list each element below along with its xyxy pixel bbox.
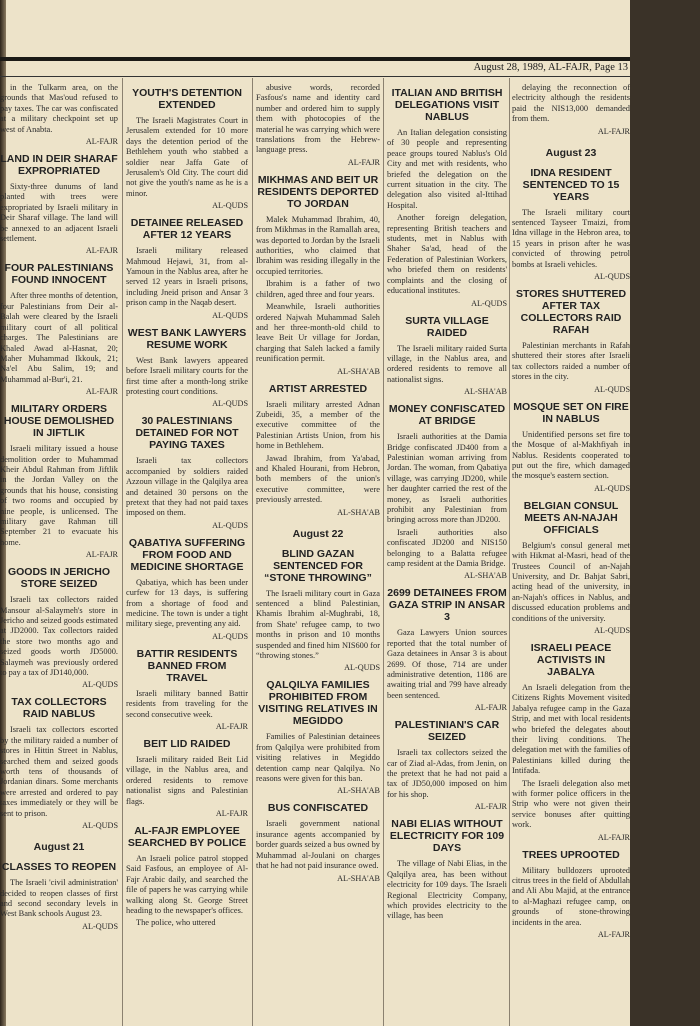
article-paragraph: An Italian delegation consisting of 30 people and representing peace groups toured Nablus's Old City and met with residents, who briefed the delegation on the current situation in the city. The delegation also visited al-Ittihad Hospital. bbox=[387, 128, 507, 210]
article-paragraph: Malek Muhammad Ibrahim, 40, from Mikhmas in the Ramallah area, was deported to Jordan by the Israeli authorities, who claimed that Ibrahim was residing illegally in the occupied territories. bbox=[256, 214, 380, 276]
article-paragraph: The Israeli 'civil administration' decided to reopen classes of first and second secondary levels in West Bank schools August 23. bbox=[0, 878, 118, 919]
news-article bbox=[512, 288, 630, 395]
article-paragraph: Palestinian merchants in Rafah shuttered their stores after Israeli tax collectors raided a number of stores in the city. bbox=[512, 341, 630, 382]
article-paragraph: Israeli government national insurance agents accompanied by border guards seized a bus owned by Muhammad al-Joulani on charges that he had not paid insurance owed. bbox=[256, 819, 380, 871]
article-paragraph: Qabatiya, which has been under curfew for 13 days, is suffering from a shortage of food and medicine. The town is under a tight military siege, preventing any aid. bbox=[126, 577, 248, 629]
article-source: AL-FAJR bbox=[85, 137, 118, 147]
article-headline: NABI ELIAS WITHOUT ELECTRICITY FOR 109 DAYS bbox=[389, 818, 505, 855]
article-source: AL-SHA'AB bbox=[337, 507, 380, 517]
news-article bbox=[256, 383, 380, 518]
article-headline: MILITARY ORDERS HOUSE DEMOLISHED IN JIFTLIK bbox=[3, 403, 115, 440]
column-divider bbox=[122, 78, 123, 1026]
date-heading: August 22 bbox=[292, 527, 344, 540]
article-source: AL-FAJR bbox=[85, 550, 118, 560]
news-article bbox=[126, 415, 248, 530]
article-headline: BUS CONFISCATED bbox=[267, 802, 369, 815]
article-headline: MOSQUE SET ON FIRE IN NABLUS bbox=[513, 400, 629, 425]
article-source: AL-QUDS bbox=[594, 625, 630, 635]
article-source: AL-QUDS bbox=[82, 680, 118, 690]
news-article bbox=[512, 83, 630, 137]
article-paragraph: Unidentified persons set fire to the Mosque of al-Makhfiyah in Nablus. Residents cooperated to put out the fire, which damaged the mosque's eastern section. bbox=[512, 429, 630, 481]
article-headline: TAX COLLECTORS RAID NABLUS bbox=[11, 696, 107, 721]
article-headline: GOODS IN JERICHO STORE SEIZED bbox=[7, 566, 111, 591]
column-2 bbox=[126, 83, 248, 935]
article-paragraph: Israeli military issued a house demolition order to Muhammad Kheir Abdul Rahman from Jiftlik in the Jordan Valley on the grounds that his house, consisting of two rooms and occupied by nine people, is unlicensed. The military gave Rahman till September 21 to evacuate his home. bbox=[0, 444, 118, 547]
article-source: AL-QUDS bbox=[82, 821, 118, 831]
article-headline: YOUTH'S DETENTION EXTENDED bbox=[132, 87, 242, 111]
article-headline: FOUR PALESTINIANS FOUND INNOCENT bbox=[4, 262, 114, 287]
article-paragraph: Gaza Lawyers Union sources reported that the total number of Gaza detainees in Ansar 3 is about 2699. Of those, 714 are under administrative detention, 1186 are awaiting trial and 799 have already been sentenced. bbox=[387, 628, 507, 700]
page-header: August 28, 1989, AL-FAJR, Page 13 bbox=[473, 62, 628, 73]
news-article bbox=[126, 648, 248, 732]
article-paragraph: Belgium's consul general met with Hikmat al-Masri, head of the Trustees Council of an-Najah University, and Dr. Bahjat Sabri, acting head of the university, in an-Najah's offices in Nablus, and discussed education problems and conditions of the university. bbox=[512, 540, 630, 623]
article-paragraph: After three months of detention, four Palestinians from Deir al-Balah were cleared by the Israeli military court of all political charges. The Palestinians are Khaled Awad al-Hasnat, 20; Maher Muhammad Ikkouk, 21; Na'el Abu Salim, 19; and Muhammad al-Bur'i, 21. bbox=[0, 291, 118, 384]
news-article bbox=[387, 587, 507, 713]
page-edge-background bbox=[630, 0, 700, 1026]
column-divider bbox=[383, 78, 384, 1026]
article-source: AL-QUDS bbox=[594, 384, 630, 394]
article-source: AL-FAJR bbox=[597, 126, 630, 136]
article-headline: 30 PALESTINIANS DETAINED FOR NOT PAYING TAXES bbox=[135, 415, 239, 452]
date-heading: August 23 bbox=[545, 146, 597, 159]
article-paragraph: Families of Palestinian detainees from Qalqilya were prohibited from visiting relatives in Megiddo detention camp near Qalqilya. No reasons were given for this ban. bbox=[256, 732, 380, 784]
article-paragraph: Israeli authorities at the Damia Bridge confiscated JD400 from a Palestinian woman arriving from Jordan. The woman, from Qabatiya village, was carrying JD200, while her daughter carried the rest of the money, as Israeli authorities prohibit any Palestinian from bringing across more than JD200. bbox=[387, 432, 507, 525]
news-article bbox=[256, 174, 380, 377]
article-paragraph: in the Tulkarm area, on the grounds that Mas'oud refused to pay taxes. The car was confiscated at a military checkpoint set up west of Anabta. bbox=[0, 83, 118, 134]
article-headline: QALQILYA FAMILIES PROHIBITED FROM VISITING RELATIVES IN MEGIDDO bbox=[258, 679, 378, 728]
article-paragraph: An Israeli police patrol stopped Said Fasfous, an employee of Al-Fajr Arabic daily, and searched the file of papers he was carrying while walking along St. George Street heading to the newspaper's offices. bbox=[126, 854, 248, 916]
article-source: AL-FAJR bbox=[215, 809, 248, 819]
article-headline: CLASSES TO REOPEN bbox=[1, 861, 117, 874]
news-article bbox=[0, 262, 118, 397]
article-paragraph: Military bulldozers uprooted citrus trees in the field of Abdullah and Ali Abu Majid, at the entrance to al-Maghazi refugee camp, on grounds of stone-throwing incidents in the area. bbox=[512, 865, 630, 927]
article-source: AL-FAJR bbox=[474, 703, 507, 713]
article-source: AL-FAJR bbox=[597, 930, 630, 940]
article-headline: PALESTINIAN'S CAR SEIZED bbox=[394, 719, 500, 744]
article-paragraph: The police, who uttered bbox=[136, 918, 216, 928]
article-source: AL-FAJR bbox=[85, 246, 118, 256]
news-article bbox=[387, 403, 507, 581]
article-paragraph: The village of Nabi Elias, in the Qalqilya area, has been without electricity for 109 days. The Israeli Regional Electricity Company, which provides electricity to the village, has been bbox=[387, 859, 507, 921]
news-article bbox=[0, 696, 118, 831]
news-article bbox=[0, 403, 118, 560]
article-source: AL-SHA'AB bbox=[337, 786, 380, 796]
article-paragraph: abusive words, recorded Fasfous's name and identity card number and ordered him to supply them with photocopies of the material he was carrying which were translations from the Hebrew-language press. bbox=[256, 83, 380, 155]
article-source: AL-QUDS bbox=[82, 921, 118, 931]
article-headline: LAND IN DEIR SHARAF EXPROPRIATED bbox=[0, 153, 118, 178]
article-source: AL-SHA'AB bbox=[337, 366, 380, 376]
article-paragraph: Israeli military raided Beit Lid village, in the Nablus area, and ordered residents to remove nationalist signs and Palestinian flags. bbox=[126, 755, 248, 806]
article-paragraph: Israeli tax collectors seized the car of Ziad al-Adas, from Jenin, on the pretext that he had not paid a tax of JD50,000 imposed on him for his shop. bbox=[387, 748, 507, 799]
article-source: AL-FAJR bbox=[215, 722, 248, 731]
article-paragraph: Ibrahim is a father of two children, aged three and four years. bbox=[256, 279, 380, 299]
news-article bbox=[126, 537, 248, 642]
news-article bbox=[126, 217, 248, 320]
article-paragraph: Israeli authorities also confiscated JD200 and NIS150 belonging to a Balatta refugee camp resident at the Damia Bridge. bbox=[387, 527, 507, 568]
masthead-rule bbox=[0, 57, 630, 61]
article-headline: BLIND GAZAN SENTENCED FOR “STONE THROWING” bbox=[264, 547, 372, 584]
article-source: AL-SHA'AB bbox=[464, 387, 507, 397]
article-headline: DETAINEE RELEASED AFTER 12 YEARS bbox=[130, 217, 244, 242]
news-article bbox=[126, 825, 248, 929]
article-headline: STORES SHUTTERED AFTER TAX COLLECTORS RAID RAFAH bbox=[515, 288, 627, 337]
article-paragraph: An Israeli delegation from the Citizens Rights Movement visited Jabalya refugee camp in the Gaza Strip, and met with local residents who briefed the delegates about their living conditions. The delegation met with the families of Palestinians killed during the Intifada. bbox=[512, 682, 630, 776]
article-source: AL-SHA'AB bbox=[337, 873, 380, 883]
article-paragraph: Israeli tax collectors escorted by the military raided a number of stores in Hittin Street in Nablus, searched them and seized goods worth tens of thousands of Jordanian dinars. Some merchants were arrested and ordered to pay taxes immediately or they will be sent to prison. bbox=[0, 725, 118, 818]
article-paragraph: delaying the reconnection of electricity although the residents paid the NIS13,000 demanded from them. bbox=[512, 83, 630, 124]
article-source: AL-FAJR bbox=[347, 157, 380, 167]
article-source: AL-QUDS bbox=[594, 483, 630, 493]
article-paragraph: The Israeli Magistrates Court in Jerusalem extended for 10 more days the detention period of the Bethlehem youth who stabbed a soldier near Jaffa Gate of Jerusalem's Old City. The court did not give the youth's name as he is a minor. bbox=[126, 116, 248, 198]
article-paragraph: The Israeli delegation also met with former police officers in the Strip who were not given their service bonuses after quitting work. bbox=[512, 778, 630, 830]
article-source: AL-QUDS bbox=[212, 201, 248, 211]
article-paragraph: Israeli tax collectors accompanied by soldiers raided Azzoun village in the Qalqilya area and detained 30 persons on the pretext that they had not paid taxes imposed on them. bbox=[126, 456, 248, 518]
article-source: AL-FAJR bbox=[85, 387, 118, 397]
article-paragraph: Another foreign delegation, representing British teachers and students, met in Nablus with Shaher Sa'ad, head of the Federation of Palestinian Workers, who briefed them on residents' complaints and the closing of educational institutes. bbox=[387, 213, 507, 296]
date-heading: August 21 bbox=[33, 841, 85, 854]
news-article bbox=[512, 849, 630, 940]
article-headline: QABATIYA SUFFERING FROM FOOD AND MEDICINE SHORTAGE bbox=[128, 536, 246, 573]
article-source: AL-QUDS bbox=[212, 399, 248, 409]
article-source: AL-QUDS bbox=[212, 520, 248, 530]
article-paragraph: West Bank lawyers appeared before Israeli military courts for the first time after a month-long strike protesting court conditions. bbox=[126, 355, 248, 396]
article-headline: ISRAELI PEACE ACTIVISTS IN JABALYA bbox=[530, 641, 612, 678]
article-headline: ITALIAN AND BRITISH DELEGATIONS VISIT NABLUS bbox=[391, 87, 503, 123]
article-headline: BEIT LID RAIDED bbox=[143, 738, 231, 750]
news-article bbox=[256, 679, 380, 796]
article-paragraph: The Israeli military raided Surta village, in the Nablus area, and ordered residents to remove all nationalist signs. bbox=[387, 343, 507, 384]
article-paragraph: Israeli military released Mahmoud Hejawi, 31, from al-Yamoun in the Nablus area, after he served 12 years in Israeli prisons, including Jneid prison and Ansar 3 prison camp in the Naqab desert. bbox=[126, 246, 248, 308]
article-headline: 2699 DETAINEES FROM GAZA STRIP IN ANSAR 3 bbox=[387, 587, 507, 624]
news-article bbox=[256, 802, 380, 883]
article-paragraph: Meanwhile, Israeli authorities ordered Najwah Muhammad Saleh and her three-month-old child to leave Beit Ur village for Jordan, charging that Saleh lacked a family reunification permit. bbox=[256, 302, 380, 364]
news-article bbox=[0, 861, 118, 932]
article-headline: IDNA RESIDENT SENTENCED TO 15 YEARS bbox=[522, 166, 620, 203]
news-article bbox=[256, 83, 380, 168]
news-article bbox=[512, 401, 630, 494]
column-3 bbox=[256, 83, 380, 890]
column-4 bbox=[387, 83, 507, 928]
news-article bbox=[0, 566, 118, 690]
news-article bbox=[512, 642, 630, 843]
column-divider bbox=[252, 78, 253, 1026]
news-article bbox=[387, 315, 507, 398]
article-headline: SURTA VILLAGE RAIDED bbox=[405, 314, 489, 339]
news-article bbox=[126, 738, 248, 819]
header-rule bbox=[0, 76, 630, 77]
article-paragraph: The Israeli military court in Gaza sentenced a blind Palestinian, Khamis Ibrahim al-Mughrabi, 18, from Shate' refugee camp, to two months in prison and 10 months suspended and fined him NIS600 for “throwing stones.” bbox=[256, 588, 380, 661]
news-article bbox=[512, 167, 630, 282]
article-source: AL-QUDS bbox=[594, 272, 630, 282]
article-headline: AL-FAJR EMPLOYEE SEARCHED BY POLICE bbox=[127, 825, 247, 850]
article-headline: ARTIST ARRESTED bbox=[268, 382, 368, 395]
news-article bbox=[0, 83, 118, 147]
news-article bbox=[256, 548, 380, 674]
news-article bbox=[512, 500, 630, 636]
article-headline: MIKHMAS AND BEIT UR RESIDENTS DEPORTED TO JORDAN bbox=[257, 173, 379, 210]
news-article bbox=[387, 818, 507, 921]
article-source: AL-QUDS bbox=[471, 298, 507, 308]
article-headline: BELGIAN CONSUL MEETS AN-NAJAH OFFICIALS bbox=[523, 499, 619, 536]
column-divider bbox=[509, 78, 510, 1026]
news-article bbox=[126, 87, 248, 211]
article-headline: BATTIR RESIDENTS BANNED FROM TRAVEL bbox=[136, 647, 238, 684]
column-5 bbox=[512, 83, 630, 946]
news-article bbox=[0, 153, 118, 256]
article-headline: MONEY CONFISCATED AT BRIDGE bbox=[388, 403, 506, 428]
article-source: AL-QUDS bbox=[212, 631, 248, 641]
article-paragraph: The Israeli military court sentenced Tayseer Tmaizi, from Idna village in the Hebron area, to 15 years in prison after he was convicted of throwing petrol bombs at Israeli vehicles. bbox=[512, 207, 630, 269]
article-paragraph: Sixty-three dunums of land planted with trees were expropriated by Israeli military in Deir Sharaf village. The land will be annexed to an adjacent Israeli settlement. bbox=[0, 182, 118, 244]
column-1 bbox=[0, 83, 118, 938]
article-headline: WEST BANK LAWYERS RESUME WORK bbox=[127, 326, 247, 351]
news-article bbox=[387, 87, 507, 309]
article-source: AL-FAJR bbox=[597, 832, 630, 842]
article-paragraph: Jawad Ibrahim, from Ya'abad, and Khaled Hourani, from Hebron, both members of the union's executive committee, were previously arrested. bbox=[256, 453, 380, 505]
article-headline: TREES UPROOTED bbox=[522, 848, 620, 861]
news-article bbox=[126, 327, 248, 410]
news-article bbox=[387, 719, 507, 812]
article-source: AL-QUDS bbox=[344, 663, 380, 673]
article-source: AL-SHA'AB bbox=[464, 571, 507, 581]
article-paragraph: Israeli tax collectors raided Mansour al-Salaymeh's store in Jericho and seized goods estimated at JD2000. Tax collectors raided the store two months ago and seized goods worth JD5000. Salaymeh was previously ordered to pay a tax of JD140,000. bbox=[0, 595, 118, 678]
article-paragraph: Israeli military banned Battir residents from traveling for the second consecutive week. bbox=[126, 688, 248, 719]
article-source: AL-QUDS bbox=[212, 310, 248, 320]
article-paragraph: Israeli military arrested Adnan Zubeidi, 35, a member of the executive committee of the Palestinian Artists Union, from his home in Bethlehem. bbox=[256, 399, 380, 451]
article-source: AL-FAJR bbox=[474, 802, 507, 812]
